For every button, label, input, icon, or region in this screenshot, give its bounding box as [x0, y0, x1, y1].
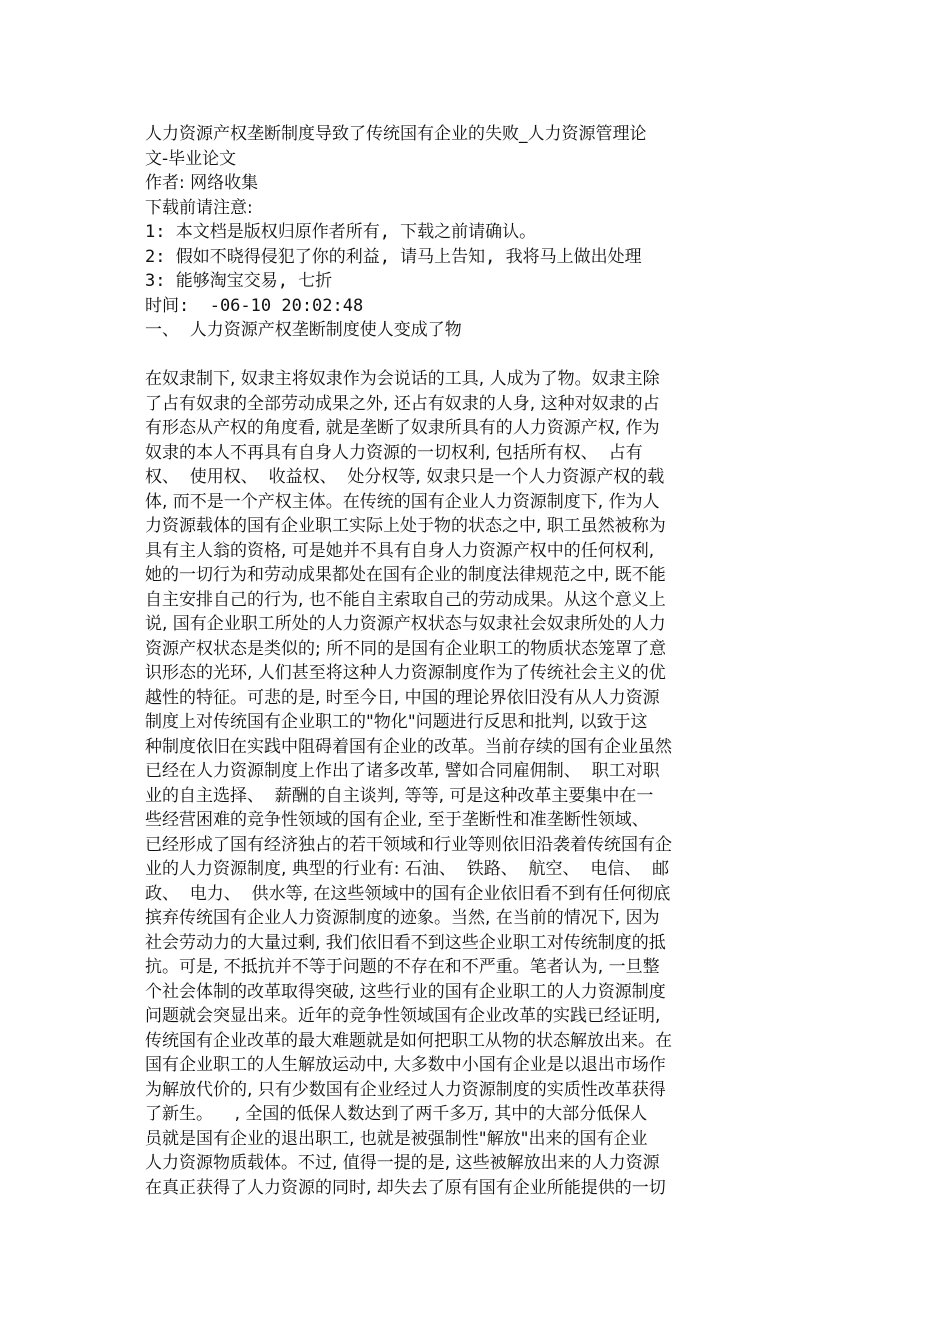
body-line: 已经形成了国有经济独占的若干领域和行业等则依旧沿袭着传统国有企 — [145, 834, 672, 855]
section-heading: 一、 人力资源产权垄断制度使人变成了物 — [145, 320, 462, 340]
body-line: 说, 国有企业职工所处的人力资源产权状态与奴隶社会奴隶所处的人力 — [145, 614, 666, 634]
body-line: 些经营困难的竞争性领域的国有企业, 至于垄断性和准垄断性领域、 — [145, 810, 649, 830]
notice-heading: 下载前请注意: — [145, 197, 253, 218]
document-title-line-2: 文-毕业论文 — [145, 148, 237, 169]
body-line: 摈弃传统国有企业人力资源制度的迹象。当然, 在当前的情况下, 因为 — [145, 908, 660, 928]
body-line: 员就是国有企业的退出职工, 也就是被强制性"解放"出来的国有企业 — [145, 1128, 648, 1149]
notice-item-2: 2: 假如不晓得侵犯了你的利益, 请马上告知, 我将马上做出处理 — [145, 246, 642, 267]
body-line: 种制度依旧在实践中阻碍着国有企业的改革。当前存续的国有企业虽然 — [145, 736, 672, 757]
body-line: 有形态从产权的角度看, 就是垄断了奴隶所具有的人力资源产权, 作为 — [145, 418, 660, 438]
notice-item-3: 3: 能够淘宝交易, 七折 — [145, 271, 333, 291]
notice-item-1: 1: 本文档是版权归原作者所有, 下载之前请确认。 — [145, 222, 537, 242]
body-line: 力资源载体的国有企业职工实际上处于物的状态之中, 职工虽然被称为 — [145, 516, 666, 536]
body-line: 自主安排自己的行为, 也不能自主索取自己的劳动成果。从这个意义上 — [145, 589, 666, 610]
body-line: 传统国有企业改革的最大难题就是如何把职工从物的状态解放出来。在 — [145, 1030, 672, 1051]
body-line: 业的自主选择、 薪酬的自主谈判, 等等, 可是这种改革主要集中在一 — [145, 785, 654, 806]
body-line: 制度上对传统国有企业职工的"物化"问题进行反思和批判, 以致于这 — [145, 712, 648, 732]
body-line: 了占有奴隶的全部劳动成果之外, 还占有奴隶的人身, 这种对奴隶的占 — [145, 393, 660, 414]
body-line: 已经在人力资源制度上作出了诸多改革, 譬如合同雇佣制、 职工对职 — [145, 761, 660, 781]
body-line: 在真正获得了人力资源的同时, 却失去了原有国有企业所能提供的一切 — [145, 1177, 666, 1198]
author-line: 作者: 网络收集 — [145, 173, 259, 193]
body-line: 业的人力资源制度, 典型的行业有: 石油、 铁路、 航空、 电信、 邮 — [145, 859, 670, 879]
body-line: 奴隶的本人不再具有自身人力资源的一切权利, 包括所有权、 占有 — [145, 442, 643, 463]
body-line: 权、 使用权、 收益权、 处分权等, 奴隶只是一个人力资源产权的载 — [145, 467, 665, 487]
body-line: 在奴隶制下, 奴隶主将奴隶作为会说话的工具, 人成为了物。奴隶主除 — [145, 369, 660, 389]
body-line: 社会劳动力的大量过剩, 我们依旧看不到这些企业职工对传统制度的抵 — [145, 932, 666, 953]
body-paragraph — [145, 367, 741, 1200]
body-line: 人力资源物质载体。不过, 值得一提的是, 这些被解放出来的人力资源 — [145, 1153, 660, 1173]
blank-line — [145, 343, 741, 368]
body-line: 国有企业职工的人生解放运动中, 大多数中小国有企业是以退出市场作 — [145, 1055, 666, 1075]
time-line: 时间: -06-10 20:02:48 — [145, 295, 364, 316]
body-line: 体, 而不是一个产权主体。在传统的国有企业人力资源制度下, 作为人 — [145, 491, 660, 512]
body-line: 识形态的光环, 人们甚至将这种人力资源制度作为了传统社会主义的优 — [145, 663, 666, 683]
body-line: 为解放代价的, 只有少数国有企业经过人力资源制度的实质性改革获得 — [145, 1079, 666, 1100]
body-line: 她的一切行为和劳动成果都处在国有企业的制度法律规范之中, 既不能 — [145, 565, 666, 585]
document-page — [145, 122, 741, 1200]
body-line: 政、 电力、 供水等, 在这些领域中的国有企业依旧看不到有任何彻底 — [145, 883, 671, 904]
body-line: 个社会体制的改革取得突破, 这些行业的国有企业职工的人力资源制度 — [145, 981, 666, 1002]
body-line: 具有主人翁的资格, 可是她并不具有自身人力资源产权中的任何权利, — [145, 540, 655, 561]
document-title-line-1: 人力资源产权垄断制度导致了传统国有企业的失败_人力资源管理论 — [145, 124, 647, 144]
body-line: 了新生。 , 全国的低保人数达到了两千多万, 其中的大部分低保人 — [145, 1104, 648, 1124]
body-line: 越性的特征。可悲的是, 时至今日, 中国的理论界依旧没有从人力资源 — [145, 687, 660, 708]
body-line: 抗。可是, 不抵抗并不等于问题的不存在和不严重。笔者认为, 一旦整 — [145, 957, 660, 977]
body-line: 问题就会突显出来。近年的竞争性领域国有企业改革的实践已经证明, — [145, 1006, 661, 1026]
body-line: 资源产权状态是类似的; 所不同的是国有企业职工的物质状态笼罩了意 — [145, 638, 667, 659]
